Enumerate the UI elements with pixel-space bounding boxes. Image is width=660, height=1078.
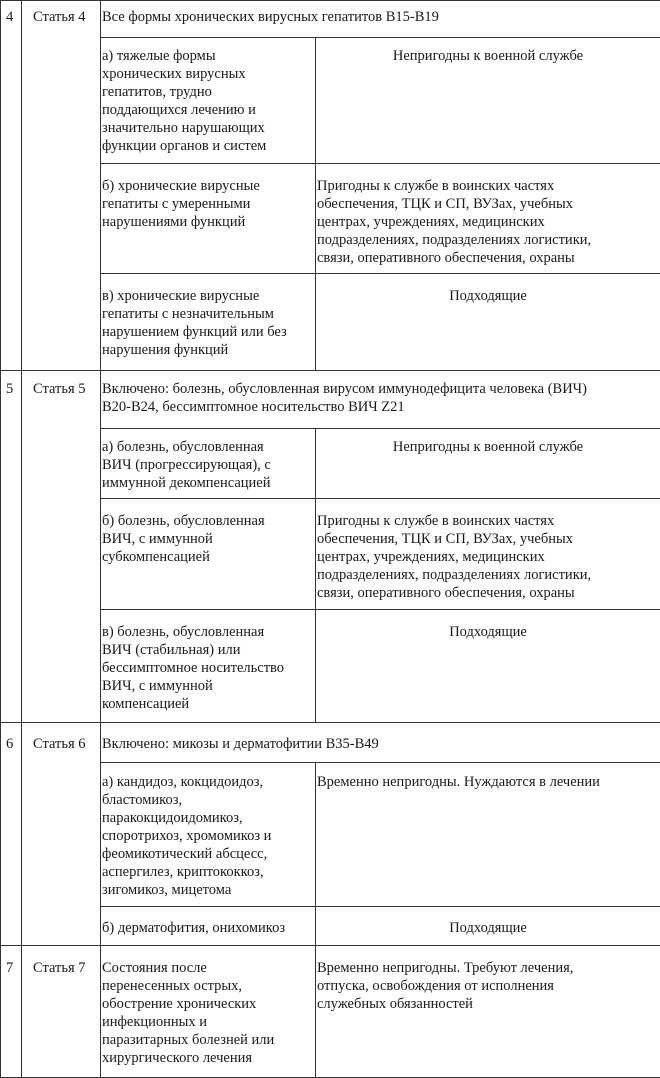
verdict-unfit: Непригодны к военной службе — [392, 439, 584, 455]
subrow-divider — [100, 906, 660, 907]
col-divider-num — [21, 0, 22, 1078]
verdict-line: Пригодны к службе в воинских частях — [317, 513, 555, 529]
condition-line: гепатиты с умеренными — [102, 196, 251, 212]
subrow-divider — [100, 163, 660, 164]
subrow-divider — [100, 37, 660, 38]
condition-line: а) болезнь, обусловленная — [102, 439, 264, 455]
condition-line: споротрихоз, хромомикоз и — [102, 828, 272, 844]
table-border-left — [0, 0, 1, 1078]
row-number: 6 — [6, 736, 14, 752]
verdict-suitable: Подходящие — [449, 920, 527, 936]
verdict-suitable: Подходящие — [449, 288, 527, 304]
condition-line: гепатитов, трудно — [102, 84, 212, 100]
article-heading: Включено: болезнь, обусловленная вирусом иммунодефицита человека (ВИЧ) — [102, 381, 587, 397]
condition-line: ВИЧ (прогрессирующая), с — [102, 457, 271, 473]
condition-line: паразитарных болезней или — [102, 1032, 275, 1048]
condition-line: б) болезнь, обусловленная — [102, 513, 265, 529]
article-label: Статья 4 — [33, 9, 86, 25]
verdict-line: Временно непригодны. Нуждаются в лечении — [317, 774, 600, 790]
row-divider-4-5 — [0, 370, 660, 371]
verdict-line: обеспечения, ТЦК и СП, ВУЗах, учебных — [317, 196, 573, 212]
condition-line: ВИЧ, с иммунной — [102, 531, 213, 547]
row-divider-6-7 — [0, 945, 660, 946]
subrow-divider — [100, 762, 660, 763]
condition-line: гепатиты с незначительным — [102, 306, 274, 322]
table-border-top — [0, 0, 660, 1]
verdict-line: подразделениях, подразделениях логистики, — [317, 567, 592, 583]
condition-line: нарушения функций — [102, 342, 229, 358]
condition-line: зигомикоз, мицетома — [102, 882, 232, 898]
verdict-line: центрах, учреждениях, медицинских — [317, 549, 545, 565]
condition-line: перенесенных острых, — [102, 978, 243, 994]
condition-line: нарушениями функций — [102, 214, 246, 230]
col-divider-verdict-4 — [315, 37, 316, 370]
row-number: 7 — [6, 960, 14, 976]
article-heading: Все формы хронических вирусных гепатитов B15-B19 — [102, 9, 439, 25]
verdict-unfit: Непригодны к военной службе — [392, 48, 584, 64]
article-label: Статья 7 — [33, 960, 86, 976]
condition-line: инфекционных и — [102, 1014, 208, 1030]
condition-line: иммунной декомпенсацией — [102, 475, 271, 491]
subrow-divider — [100, 609, 660, 610]
verdict-suitable: Подходящие — [449, 624, 527, 640]
verdict-line: служебных обязанностей — [317, 996, 473, 1012]
article-label: Статья 6 — [33, 736, 86, 752]
condition-line: компенсацией — [102, 696, 190, 712]
condition-line: поддающихся лечению и — [102, 102, 256, 118]
condition-line: субкомпенсацией — [102, 549, 210, 565]
condition-line: ВИЧ, с иммунной — [102, 678, 213, 694]
verdict-line: отпуска, освобождения от исполнения — [317, 978, 554, 994]
verdict-line: связи, оперативного обеспечения, охраны — [317, 585, 575, 601]
verdict-line: подразделениях, подразделениях логистики, — [317, 232, 592, 248]
row-number: 5 — [6, 381, 14, 397]
condition-line: а) тяжелые формы — [102, 48, 216, 64]
subrow-divider — [100, 273, 660, 274]
condition-line: хирургического лечения — [102, 1050, 253, 1066]
verdict-line: Пригодны к службе в воинских частях — [317, 178, 555, 194]
article-label: Статья 5 — [33, 381, 86, 397]
row-divider-5-6 — [0, 722, 660, 723]
article-heading: B20-B24, бессимптомное носительство ВИЧ Z21 — [102, 399, 405, 415]
verdict-line: центрах, учреждениях, медицинских — [317, 214, 545, 230]
col-divider-verdict-6 — [315, 762, 316, 945]
col-divider-verdict-7 — [315, 945, 316, 1078]
condition-line: в) хронические вирусные — [102, 288, 260, 304]
condition-line: функции органов и систем — [102, 138, 267, 154]
condition-line: Состояния после — [102, 960, 207, 976]
condition-line: обострение хронических — [102, 996, 257, 1012]
condition-line: бластомикоз, — [102, 792, 183, 808]
verdict-line: обеспечения, ТЦК и СП, ВУЗах, учебных — [317, 531, 573, 547]
subrow-divider — [100, 498, 660, 499]
condition-line: б) хронические вирусные — [102, 178, 260, 194]
condition-line: ВИЧ (стабильная) или — [102, 642, 241, 658]
condition-line: бессимптомное носительство — [102, 660, 285, 676]
verdict-line: Временно непригодны. Требуют лечения, — [317, 960, 574, 976]
col-divider-article — [100, 0, 101, 1078]
condition-line: аспергилез, криптококкоз, — [102, 864, 264, 880]
condition-line: феомикотический абсцесс, — [102, 846, 268, 862]
col-divider-verdict-5 — [315, 428, 316, 722]
verdict-line: связи, оперативного обеспечения, охраны — [317, 250, 575, 266]
condition-line: а) кандидоз, кокцидоидоз, — [102, 774, 264, 790]
condition-line: в) болезнь, обусловленная — [102, 624, 265, 640]
condition-line: б) дерматофития, онихомикоз — [102, 920, 286, 936]
condition-line: паракокцидоидомикоз, — [102, 810, 243, 826]
article-heading: Включено: микозы и дерматофитии B35-B49 — [102, 736, 379, 752]
condition-line: нарушением функций или без — [102, 324, 287, 340]
condition-line: значительно нарушающих — [102, 120, 265, 136]
row-number: 4 — [6, 9, 14, 25]
condition-line: хронических вирусных — [102, 66, 246, 82]
subrow-divider — [100, 428, 660, 429]
